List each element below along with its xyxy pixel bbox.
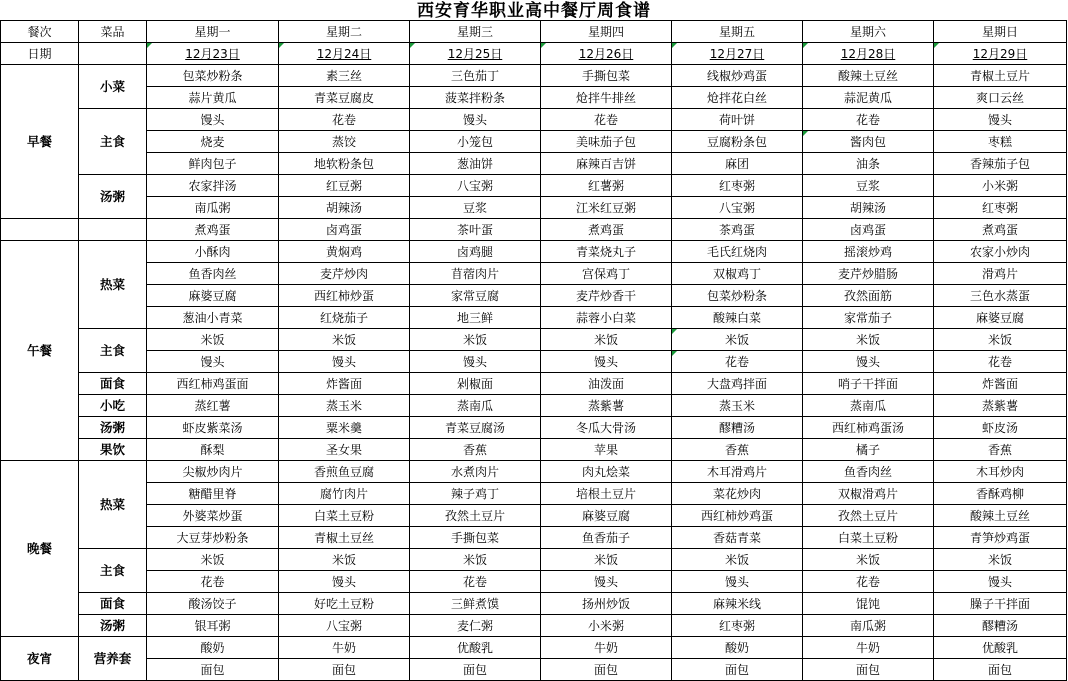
dish-cell: 炸酱面 bbox=[279, 373, 410, 395]
menu-row bbox=[1, 615, 1067, 637]
category-label: 主食 bbox=[79, 329, 147, 373]
dish-cell: 胡辣汤 bbox=[803, 197, 934, 219]
dish-cell: 花卷 bbox=[672, 351, 803, 373]
dish-cell: 米饭 bbox=[410, 549, 541, 571]
dish-cell: 馒头 bbox=[410, 109, 541, 131]
dish-cell: 面包 bbox=[541, 659, 672, 681]
dish-cell: 青椒土豆丝 bbox=[279, 527, 410, 549]
meal-label: 早餐 bbox=[1, 65, 79, 219]
dish-cell: 米饭 bbox=[279, 329, 410, 351]
menu-row bbox=[1, 131, 1067, 153]
dish-cell: 美味茄子包 bbox=[541, 131, 672, 153]
dish-cell: 馒头 bbox=[541, 571, 672, 593]
menu-row bbox=[1, 241, 1067, 263]
dish-cell: 馒头 bbox=[934, 109, 1067, 131]
dish-cell: 香菇青菜 bbox=[672, 527, 803, 549]
dish-cell: 肉丸烩菜 bbox=[541, 461, 672, 483]
menu-row bbox=[1, 307, 1067, 329]
dish-cell: 麦芹炒香干 bbox=[541, 285, 672, 307]
dish-cell: 鱼香茄子 bbox=[541, 527, 672, 549]
dish-cell: 宫保鸡丁 bbox=[541, 263, 672, 285]
category-label: 主食 bbox=[79, 549, 147, 593]
dish-cell: 香酥鸡柳 bbox=[934, 483, 1067, 505]
dish-cell: 煮鸡蛋 bbox=[147, 219, 279, 241]
dish-cell: 米饭 bbox=[934, 549, 1067, 571]
dish-cell: 八宝粥 bbox=[279, 615, 410, 637]
date-cell bbox=[934, 43, 1067, 65]
menu-row bbox=[1, 87, 1067, 109]
date-cell bbox=[541, 43, 672, 65]
dish-cell: 苜蓿肉片 bbox=[410, 263, 541, 285]
date-cell bbox=[279, 43, 410, 65]
dish-cell: 面包 bbox=[672, 659, 803, 681]
dish-cell: 青笋炒鸡蛋 bbox=[934, 527, 1067, 549]
category-label: 汤粥 bbox=[79, 417, 147, 439]
dish-cell: 馒头 bbox=[410, 351, 541, 373]
dish-cell: 苹果 bbox=[541, 439, 672, 461]
dish-cell: 青菜豆腐汤 bbox=[410, 417, 541, 439]
dish-cell: 煮鸡蛋 bbox=[541, 219, 672, 241]
dish-cell: 虾皮紫菜汤 bbox=[147, 417, 279, 439]
category-label bbox=[79, 219, 147, 241]
menu-row bbox=[1, 373, 1067, 395]
menu-row bbox=[1, 527, 1067, 549]
dish-cell: 滑鸡片 bbox=[934, 263, 1067, 285]
dish-cell: 油条 bbox=[803, 153, 934, 175]
dish-cell: 红豆粥 bbox=[279, 175, 410, 197]
date-cell bbox=[410, 43, 541, 65]
menu-row bbox=[1, 439, 1067, 461]
category-label: 小吃 bbox=[79, 395, 147, 417]
menu-row bbox=[1, 263, 1067, 285]
dish-cell: 炝拌牛排丝 bbox=[541, 87, 672, 109]
dish-cell: 馒头 bbox=[279, 571, 410, 593]
dish-cell: 酥梨 bbox=[147, 439, 279, 461]
date-label-blank bbox=[79, 43, 147, 65]
dish-cell: 银耳粥 bbox=[147, 615, 279, 637]
dish-cell: 培根土豆片 bbox=[541, 483, 672, 505]
date-label: 日期 bbox=[1, 43, 79, 65]
dish-cell: 辣子鸡丁 bbox=[410, 483, 541, 505]
date-value: 12月29日 bbox=[972, 46, 1028, 61]
dish-cell: 麻婆豆腐 bbox=[541, 505, 672, 527]
dish-cell: 白菜土豆粉 bbox=[279, 505, 410, 527]
dish-cell: 葱油饼 bbox=[410, 153, 541, 175]
dish-cell: 馒头 bbox=[672, 571, 803, 593]
meal-label: 夜宵 bbox=[1, 637, 79, 681]
date-value: 12月26日 bbox=[578, 46, 634, 61]
dish-cell: 荷叶饼 bbox=[672, 109, 803, 131]
category-label: 汤粥 bbox=[79, 615, 147, 637]
day-header: 星期三 bbox=[410, 21, 541, 43]
dish-cell: 扬州炒饭 bbox=[541, 593, 672, 615]
dish-cell: 大豆芽炒粉条 bbox=[147, 527, 279, 549]
dish-cell: 孜然土豆片 bbox=[803, 505, 934, 527]
dish-cell: 蒸玉米 bbox=[279, 395, 410, 417]
dish-cell: 孜然土豆片 bbox=[410, 505, 541, 527]
dish-cell: 牛奶 bbox=[803, 637, 934, 659]
dish-cell: 花卷 bbox=[147, 571, 279, 593]
dish-cell: 大盘鸡拌面 bbox=[672, 373, 803, 395]
dish-cell: 农家小炒肉 bbox=[934, 241, 1067, 263]
dish-cell: 粟米羹 bbox=[279, 417, 410, 439]
category-label: 热菜 bbox=[79, 241, 147, 329]
category-label: 面食 bbox=[79, 373, 147, 395]
dish-cell: 小米粥 bbox=[934, 175, 1067, 197]
date-value: 12月27日 bbox=[709, 46, 765, 61]
dish-cell: 米饭 bbox=[672, 549, 803, 571]
dish-cell: 小酥肉 bbox=[147, 241, 279, 263]
dish-cell: 西红柿炒蛋 bbox=[279, 285, 410, 307]
dish-cell: 虾皮汤 bbox=[934, 417, 1067, 439]
category-label: 面食 bbox=[79, 593, 147, 615]
date-cell bbox=[672, 43, 803, 65]
dish-cell: 爽口云丝 bbox=[934, 87, 1067, 109]
menu-row bbox=[1, 219, 1067, 241]
dish-cell: 牛奶 bbox=[541, 637, 672, 659]
dish-cell: 牛奶 bbox=[279, 637, 410, 659]
dish-cell: 手撕包菜 bbox=[410, 527, 541, 549]
dish-cell: 地软粉条包 bbox=[279, 153, 410, 175]
dish-cell: 烧麦 bbox=[147, 131, 279, 153]
day-header: 星期二 bbox=[279, 21, 410, 43]
dish-cell: 炸酱面 bbox=[934, 373, 1067, 395]
dish-cell: 南瓜粥 bbox=[147, 197, 279, 219]
dish-cell: 香蕉 bbox=[410, 439, 541, 461]
dish-cell: 糖醋里脊 bbox=[147, 483, 279, 505]
dish-cell: 米饭 bbox=[672, 329, 803, 351]
dish-cell: 茶鸡蛋 bbox=[672, 219, 803, 241]
dish-cell: 蒸紫薯 bbox=[934, 395, 1067, 417]
dish-cell: 麦仁粥 bbox=[410, 615, 541, 637]
category-label: 营养套 bbox=[79, 637, 147, 681]
dish-cell: 米饭 bbox=[147, 549, 279, 571]
dish-cell: 冬瓜大骨汤 bbox=[541, 417, 672, 439]
menu-row bbox=[1, 285, 1067, 307]
dish-cell: 面包 bbox=[147, 659, 279, 681]
dish-cell: 尖椒炒肉片 bbox=[147, 461, 279, 483]
dish-cell: 馒头 bbox=[803, 351, 934, 373]
dish-cell: 油泼面 bbox=[541, 373, 672, 395]
dish-cell: 红烧茄子 bbox=[279, 307, 410, 329]
dish-cell: 西红柿炒鸡蛋 bbox=[672, 505, 803, 527]
menu-row bbox=[1, 461, 1067, 483]
category-label: 果饮 bbox=[79, 439, 147, 461]
dish-cell: 米饭 bbox=[541, 329, 672, 351]
menu-row bbox=[1, 329, 1067, 351]
dish-cell: 香蕉 bbox=[934, 439, 1067, 461]
dish-cell: 馒头 bbox=[147, 109, 279, 131]
menu-row bbox=[1, 175, 1067, 197]
menu-row bbox=[1, 637, 1067, 659]
dish-cell: 蒜蓉小白菜 bbox=[541, 307, 672, 329]
date-row bbox=[1, 43, 1067, 65]
dish-cell: 卤鸡蛋 bbox=[279, 219, 410, 241]
dish-cell: 白菜土豆粉 bbox=[803, 527, 934, 549]
dish-cell: 蒸南瓜 bbox=[803, 395, 934, 417]
menu-row bbox=[1, 351, 1067, 373]
dish-cell: 农家拌汤 bbox=[147, 175, 279, 197]
dish-cell: 卤鸡腿 bbox=[410, 241, 541, 263]
dish-cell: 哨子干拌面 bbox=[803, 373, 934, 395]
weekly-menu-table bbox=[0, 20, 1067, 681]
dish-cell: 鱼香肉丝 bbox=[803, 461, 934, 483]
menu-row bbox=[1, 549, 1067, 571]
dish-cell: 青菜豆腐皮 bbox=[279, 87, 410, 109]
meal-label: 午餐 bbox=[1, 241, 79, 461]
dish-cell: 剁椒面 bbox=[410, 373, 541, 395]
dish-cell: 八宝粥 bbox=[410, 175, 541, 197]
dish-cell: 麦芹炒肉 bbox=[279, 263, 410, 285]
dish-cell: 西红柿鸡蛋面 bbox=[147, 373, 279, 395]
dish-cell: 家常豆腐 bbox=[410, 285, 541, 307]
dish-cell: 馄饨 bbox=[803, 593, 934, 615]
dish-cell: 地三鲜 bbox=[410, 307, 541, 329]
dish-cell: 包菜炒粉条 bbox=[147, 65, 279, 87]
dish-cell: 面包 bbox=[279, 659, 410, 681]
dish-cell: 花卷 bbox=[410, 571, 541, 593]
dish-cell: 醪糟汤 bbox=[672, 417, 803, 439]
dish-cell: 蒜泥黄瓜 bbox=[803, 87, 934, 109]
dish-cell: 八宝粥 bbox=[672, 197, 803, 219]
meal-label bbox=[1, 219, 79, 241]
dish-cell: 孜然面筋 bbox=[803, 285, 934, 307]
dish-cell: 馒头 bbox=[147, 351, 279, 373]
dish-cell: 卤鸡蛋 bbox=[803, 219, 934, 241]
menu-row bbox=[1, 659, 1067, 681]
page-title: 西安育华职业高中餐厅周食谱 bbox=[417, 1, 651, 21]
category-label: 主食 bbox=[79, 109, 147, 175]
dish-cell: 茶叶蛋 bbox=[410, 219, 541, 241]
dish-cell: 外婆菜炒蛋 bbox=[147, 505, 279, 527]
dish-cell: 西红柿鸡蛋汤 bbox=[803, 417, 934, 439]
dish-cell: 米饭 bbox=[541, 549, 672, 571]
dish-cell: 酱肉包 bbox=[803, 131, 934, 153]
dish-cell: 木耳滑鸡片 bbox=[672, 461, 803, 483]
dish-cell: 双椒滑鸡片 bbox=[803, 483, 934, 505]
dish-cell: 鱼香肉丝 bbox=[147, 263, 279, 285]
dish-cell: 素三丝 bbox=[279, 65, 410, 87]
dish-cell: 花卷 bbox=[934, 351, 1067, 373]
menu-row bbox=[1, 197, 1067, 219]
dish-cell: 小笼包 bbox=[410, 131, 541, 153]
dish-cell: 鲜肉包子 bbox=[147, 153, 279, 175]
day-header: 星期六 bbox=[803, 21, 934, 43]
dish-cell: 小米粥 bbox=[541, 615, 672, 637]
dish-cell: 毛氏红烧肉 bbox=[672, 241, 803, 263]
date-value: 12月24日 bbox=[316, 46, 372, 61]
dish-cell: 酸奶 bbox=[147, 637, 279, 659]
dish-cell: 花卷 bbox=[803, 571, 934, 593]
dish-cell: 麻辣米线 bbox=[672, 593, 803, 615]
day-header: 星期五 bbox=[672, 21, 803, 43]
dish-cell: 枣糕 bbox=[934, 131, 1067, 153]
dish-cell: 蒜片黄瓜 bbox=[147, 87, 279, 109]
dish-cell: 红枣粥 bbox=[672, 175, 803, 197]
date-value: 12月25日 bbox=[447, 46, 503, 61]
date-value: 12月23日 bbox=[185, 46, 240, 61]
dish-cell: 米饭 bbox=[803, 329, 934, 351]
dish-cell: 三色水蒸蛋 bbox=[934, 285, 1067, 307]
dish-cell: 腐竹肉片 bbox=[279, 483, 410, 505]
dish-cell: 手撕包菜 bbox=[541, 65, 672, 87]
dish-cell: 红枣粥 bbox=[934, 197, 1067, 219]
dish-cell: 蒸红薯 bbox=[147, 395, 279, 417]
menu-row bbox=[1, 109, 1067, 131]
dish-cell: 米饭 bbox=[410, 329, 541, 351]
menu-row bbox=[1, 153, 1067, 175]
dish-cell: 酸辣土豆丝 bbox=[934, 505, 1067, 527]
dish-cell: 豆浆 bbox=[803, 175, 934, 197]
dish-cell: 蒸紫薯 bbox=[541, 395, 672, 417]
dish-cell: 优酸乳 bbox=[934, 637, 1067, 659]
dish-cell: 花卷 bbox=[279, 109, 410, 131]
dish-cell: 面包 bbox=[934, 659, 1067, 681]
dish-cell: 香蕉 bbox=[672, 439, 803, 461]
dish-cell: 麻婆豆腐 bbox=[934, 307, 1067, 329]
dish-cell: 木耳炒肉 bbox=[934, 461, 1067, 483]
header-row bbox=[1, 21, 1067, 43]
dish-cell: 麻辣百吉饼 bbox=[541, 153, 672, 175]
dish-cell: 蒸玉米 bbox=[672, 395, 803, 417]
menu-row bbox=[1, 593, 1067, 615]
dish-cell: 米饭 bbox=[279, 549, 410, 571]
dish-cell: 三鲜煮馍 bbox=[410, 593, 541, 615]
day-header: 星期日 bbox=[934, 21, 1067, 43]
dish-cell: 蒸南瓜 bbox=[410, 395, 541, 417]
dish-cell: 摇滚炒鸡 bbox=[803, 241, 934, 263]
dish-cell: 麻婆豆腐 bbox=[147, 285, 279, 307]
dish-cell: 面包 bbox=[410, 659, 541, 681]
menu-row bbox=[1, 65, 1067, 87]
dish-cell: 豆浆 bbox=[410, 197, 541, 219]
dish-cell: 豆腐粉条包 bbox=[672, 131, 803, 153]
dish-cell: 水煮肉片 bbox=[410, 461, 541, 483]
date-value: 12月28日 bbox=[840, 46, 896, 61]
dish-cell: 酸辣土豆丝 bbox=[803, 65, 934, 87]
dish-cell: 面包 bbox=[803, 659, 934, 681]
dish-cell: 麦芹炒腊肠 bbox=[803, 263, 934, 285]
dish-cell: 菜花炒肉 bbox=[672, 483, 803, 505]
dish-cell: 馒头 bbox=[279, 351, 410, 373]
dish-cell: 酸汤饺子 bbox=[147, 593, 279, 615]
dish-cell: 江米红豆粥 bbox=[541, 197, 672, 219]
dish-cell: 馒头 bbox=[541, 351, 672, 373]
dish-cell: 黄焖鸡 bbox=[279, 241, 410, 263]
dish-cell: 香辣茄子包 bbox=[934, 153, 1067, 175]
dish-cell: 菠菜拌粉条 bbox=[410, 87, 541, 109]
category-label: 小菜 bbox=[79, 65, 147, 109]
dish-col-header: 菜品 bbox=[79, 21, 147, 43]
dish-cell: 麻团 bbox=[672, 153, 803, 175]
category-label: 汤粥 bbox=[79, 175, 147, 219]
dish-cell: 米饭 bbox=[934, 329, 1067, 351]
dish-cell: 米饭 bbox=[147, 329, 279, 351]
dish-cell: 圣女果 bbox=[279, 439, 410, 461]
dish-cell: 花卷 bbox=[803, 109, 934, 131]
dish-cell: 橘子 bbox=[803, 439, 934, 461]
dish-cell: 优酸乳 bbox=[410, 637, 541, 659]
dish-cell: 三色茄丁 bbox=[410, 65, 541, 87]
dish-cell: 煮鸡蛋 bbox=[934, 219, 1067, 241]
dish-cell: 双椒鸡丁 bbox=[672, 263, 803, 285]
dish-cell: 南瓜粥 bbox=[803, 615, 934, 637]
dish-cell: 胡辣汤 bbox=[279, 197, 410, 219]
dish-cell: 包菜炒粉条 bbox=[672, 285, 803, 307]
dish-cell: 好吃土豆粉 bbox=[279, 593, 410, 615]
dish-cell: 酸辣白菜 bbox=[672, 307, 803, 329]
date-cell bbox=[803, 43, 934, 65]
dish-cell: 红枣粥 bbox=[672, 615, 803, 637]
menu-row bbox=[1, 505, 1067, 527]
menu-row bbox=[1, 395, 1067, 417]
date-cell bbox=[147, 43, 279, 65]
meal-label: 晚餐 bbox=[1, 461, 79, 637]
dish-cell: 红薯粥 bbox=[541, 175, 672, 197]
day-header: 星期四 bbox=[541, 21, 672, 43]
dish-cell: 家常茄子 bbox=[803, 307, 934, 329]
dish-cell: 醪糟汤 bbox=[934, 615, 1067, 637]
dish-cell: 蒸饺 bbox=[279, 131, 410, 153]
day-header: 星期一 bbox=[147, 21, 279, 43]
dish-cell: 青椒土豆片 bbox=[934, 65, 1067, 87]
dish-cell: 酸奶 bbox=[672, 637, 803, 659]
dish-cell: 炝拌花白丝 bbox=[672, 87, 803, 109]
meal-col-header: 餐次 bbox=[1, 21, 79, 43]
dish-cell: 青菜烧丸子 bbox=[541, 241, 672, 263]
dish-cell: 米饭 bbox=[803, 549, 934, 571]
dish-cell: 馒头 bbox=[934, 571, 1067, 593]
menu-row bbox=[1, 571, 1067, 593]
dish-cell: 花卷 bbox=[541, 109, 672, 131]
menu-row bbox=[1, 417, 1067, 439]
menu-row bbox=[1, 483, 1067, 505]
dish-cell: 葱油小青菜 bbox=[147, 307, 279, 329]
category-label: 热菜 bbox=[79, 461, 147, 549]
dish-cell: 线椒炒鸡蛋 bbox=[672, 65, 803, 87]
dish-cell: 臊子干拌面 bbox=[934, 593, 1067, 615]
dish-cell: 香煎鱼豆腐 bbox=[279, 461, 410, 483]
